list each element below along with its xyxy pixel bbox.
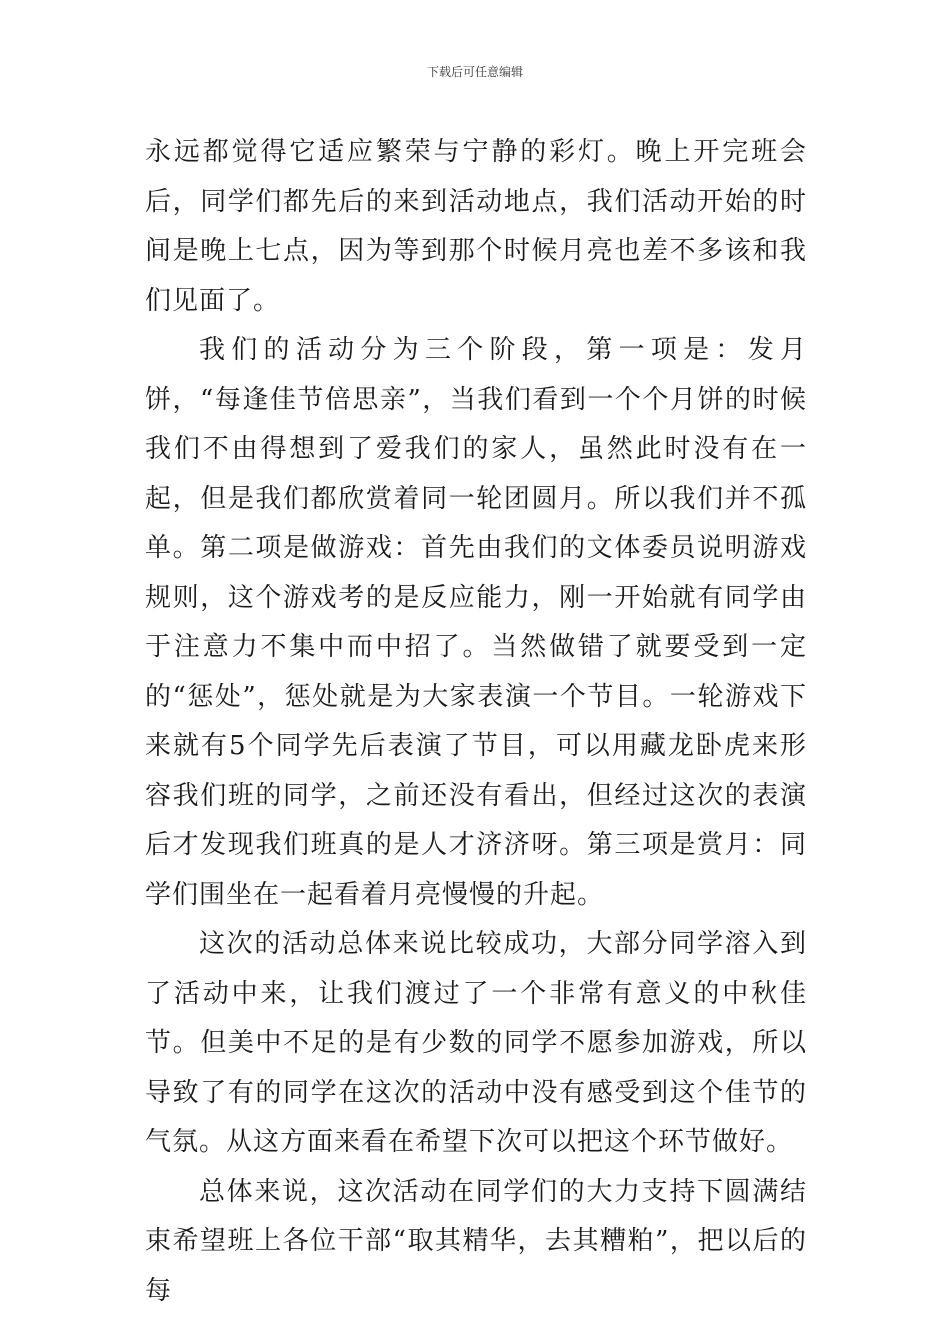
paragraph-2: 我们的活动分为三个阶段，第一项是：发月饼，“每逢佳节倍思亲”，当我们看到一个个月饼的时候我们不由得想到了爱我们的家人，虽然此时没有在一起，但是我们都欣赏着同一轮团圆月。所以我们并不孤单。第二项是做游戏：首先由我们的文体委员说明游戏规则，这个游戏考的是反应能力，刚一开始就有同学由于注意力不集中而中招了。当然做错了就要受到一定的“惩处”，惩处就是为大家表演一个节目。一轮游戏下来就有5个同学先后表演了节目，可以用藏龙卧虎来形容我们班的同学，之前还没有看出，但经过这次的表演后才发现我们班真的是人才济济呀。第三项是赏月：同学们围坐在一起看着月亮慢慢的升起。: [145, 335, 807, 910]
page-header: 下载后可任意编辑: [426, 65, 523, 79]
paragraph-3: 这次的活动总体来说比较成功，大部分同学溶入到了活动中来，让我们渡过了一个非常有意义的中秋佳节。但美中不足的是有少数的同学不愿参加游戏，所以导致了有的同学在这次的活动中没有感受到这个佳节的气氛。从这方面来看在希望下次可以把这个环节做好。: [145, 929, 807, 1157]
document-body: [145, 128, 807, 1316]
paragraph-1: 永远都觉得它适应繁荣与宁静的彩灯。晚上开完班会后，同学们都先后的来到活动地点，我们活动开始的时间是晚上七点，因为等到那个时候月亮也差不多该和我们见面了。: [145, 137, 807, 316]
paragraph-4: 总体来说，这次活动在同学们的大力支持下圆满结束希望班上各位干部“取其精华，去其糟粕”，把以后的每: [145, 1176, 807, 1306]
